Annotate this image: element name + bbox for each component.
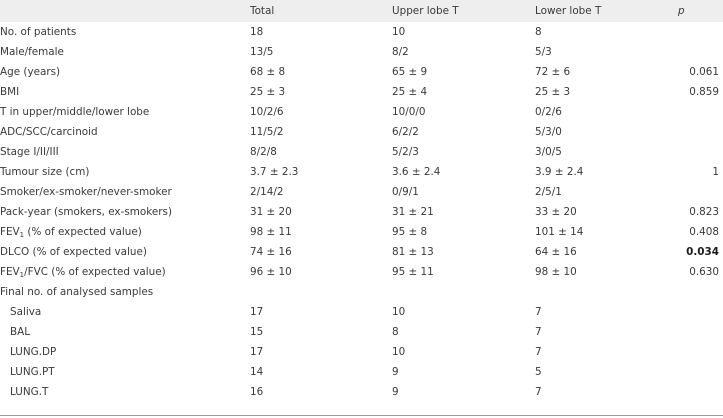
cell-lower: 98 ± 10 [535,266,577,278]
cell-upper: 9 [392,386,399,398]
cell-total: 10/2/6 [250,106,284,118]
cell-total: 17 [250,346,264,358]
table-row [0,342,723,362]
cell-p: 1 [712,166,719,178]
cell-lower: 5/3 [535,46,552,58]
cell-lower: 8 [535,26,542,38]
cell-lower: 5 [535,366,542,378]
cell-lower: 72 ± 6 [535,66,571,78]
cell-lower: 7 [535,306,542,318]
row-label: BMI [0,86,20,98]
cell-upper: 0/9/1 [392,186,419,198]
cell-lower: 64 ± 16 [535,246,577,258]
row-label: LUNG.PT [10,366,55,378]
cell-total: 3.7 ± 2.3 [250,166,299,178]
cell-lower: 5/3/0 [535,126,562,138]
cell-upper: 8 [392,326,399,338]
header-upper-lobe: Upper lobe T [392,5,459,17]
table-row [0,22,723,42]
cell-total: 16 [250,386,264,398]
row-label: Final no. of analysed samples [0,286,154,298]
cell-lower: 101 ± 14 [535,226,584,238]
row-label: Stage I/II/III [0,146,59,158]
row-label-text: FEV [0,266,20,278]
table-row [0,142,723,162]
cell-upper: 3.6 ± 2.4 [392,166,441,178]
cell-upper: 9 [392,366,399,378]
cell-upper: 95 ± 11 [392,266,434,278]
cell-p: 0.823 [689,206,719,218]
cell-total: 13/5 [250,46,274,58]
header-total: Total [250,5,275,17]
row-label: T in upper/middle/lower lobe [0,106,150,118]
row-label-subscript: 1 [19,231,25,239]
cell-lower: 3/0/5 [535,146,562,158]
cell-upper: 81 ± 13 [392,246,434,258]
cell-lower: 7 [535,326,542,338]
row-label [0,222,142,242]
cell-upper: 10/0/0 [392,106,426,118]
row-label: Saliva [10,306,42,318]
table-row [0,242,723,262]
cell-p: 0.630 [689,266,719,278]
cell-total: 8/2/8 [250,146,277,158]
table-row [0,322,723,342]
row-label: Tumour size (cm) [0,166,90,178]
cell-lower: 7 [535,346,542,358]
row-label: DLCO (% of expected value) [0,246,147,258]
row-label: No. of patients [0,26,77,38]
table-row [0,282,723,302]
cell-upper: 10 [392,26,406,38]
table-row [0,262,723,282]
cell-total: 96 ± 10 [250,266,292,278]
row-label-text: /FVC (% of expected value) [24,266,166,278]
table-row [0,42,723,62]
cell-total: 25 ± 3 [250,86,286,98]
cell-p: 0.408 [689,226,719,238]
table-row [0,222,723,242]
row-label: BAL [10,326,31,338]
cell-lower: 7 [535,386,542,398]
cell-upper: 8/2 [392,46,409,58]
row-label: Age (years) [0,66,61,78]
row-label-subscript: 1 [19,271,25,279]
row-label: LUNG.DP [10,346,57,358]
row-label: LUNG.T [10,386,49,398]
header-lower-lobe: Lower lobe T [535,5,602,17]
cell-total: 98 ± 11 [250,226,292,238]
table-row [0,202,723,222]
cell-total: 15 [250,326,264,338]
row-label-text: (% of expected value) [24,226,142,238]
cell-total: 74 ± 16 [250,246,292,258]
cell-total: 18 [250,26,264,38]
row-label: Male/female [0,46,64,58]
table-row [0,302,723,322]
cell-lower: 33 ± 20 [535,206,577,218]
table-row [0,382,723,402]
cell-lower: 0/2/6 [535,106,562,118]
table-header-row [0,0,723,22]
table-row [0,62,723,82]
cell-lower: 3.9 ± 2.4 [535,166,584,178]
row-label: ADC/SCC/carcinoid [0,126,98,138]
cell-total: 14 [250,366,264,378]
table-row [0,362,723,382]
cell-lower: 2/5/1 [535,186,562,198]
cell-upper: 5/2/3 [392,146,419,158]
table-bottom-rule [0,415,723,416]
cell-p: 0.859 [689,86,719,98]
cell-total: 68 ± 8 [250,66,286,78]
cell-total: 11/5/2 [250,126,284,138]
row-label: Pack-year (smokers, ex-smokers) [0,206,173,218]
header-p-value: p [678,5,685,17]
cell-lower: 25 ± 3 [535,86,571,98]
cell-total: 31 ± 20 [250,206,292,218]
table-row [0,122,723,142]
row-label [0,262,166,282]
table-row [0,182,723,202]
cell-total: 2/14/2 [250,186,284,198]
cell-upper: 6/2/2 [392,126,419,138]
table-row [0,102,723,122]
cell-upper: 25 ± 4 [392,86,428,98]
cell-p: 0.061 [689,66,719,78]
cell-upper: 10 [392,346,406,358]
cell-total: 17 [250,306,264,318]
cell-upper: 31 ± 21 [392,206,434,218]
table-row [0,162,723,182]
row-label-text: FEV [0,226,20,238]
table-row [0,82,723,102]
cell-upper: 95 ± 8 [392,226,428,238]
cell-upper: 10 [392,306,406,318]
cell-p-significant: 0.034 [686,246,719,258]
row-label: Smoker/ex-smoker/never-smoker [0,186,172,198]
cell-upper: 65 ± 9 [392,66,428,78]
